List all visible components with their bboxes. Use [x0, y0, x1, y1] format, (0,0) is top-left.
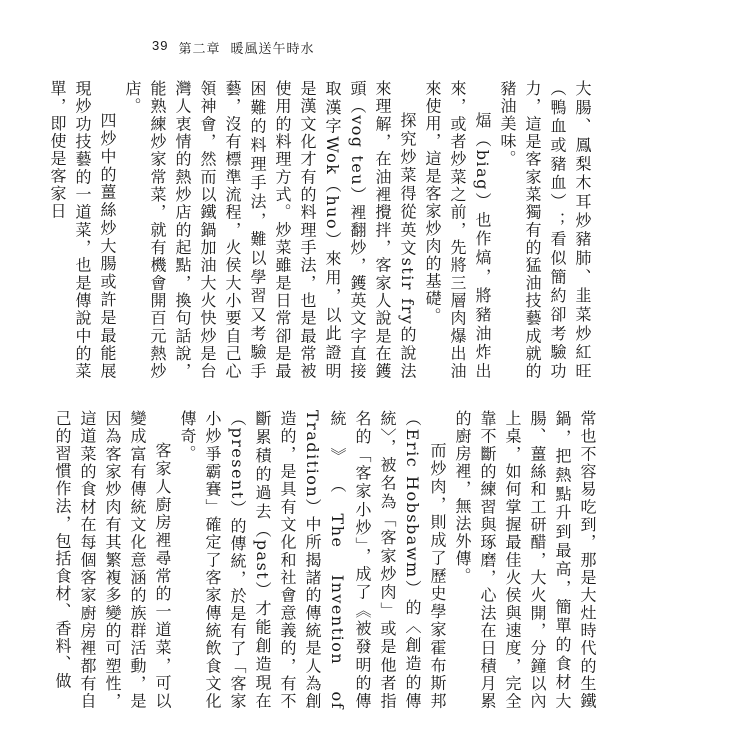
- paragraph: 大腸、鳳梨木耳炒豬肺、韭菜炒紅旺（鴨血或豬血）；看似簡約卻考驗功力，這是客家菜獨有的猛油技藝成就的豬油美味。: [498, 80, 592, 380]
- paragraph: 客家人廚房裡尋常的一道菜，可以變成富有傳統文化意涵的族群活動，是因為客家炒肉有其繁複多變的可塑性，這道菜的食材在每個客家廚房裡都有自己的習慣作法，包括食材、香料、做: [53, 410, 172, 710]
- paragraph: 四炒中的薑絲炒大腸或許是最能展現炒功技藝的一道菜，也是傳說中的菜單，即使是客家日: [48, 80, 117, 380]
- paragraph: 常也不容易吃到，那是大灶時代的生鐵鍋，把熱點升到最高，簡單的食材大腸、薑絲和工研醋，大火開，分鐘以內上桌，如何掌握最佳火侯與速度，完全靠不斷的練習與琢磨，心法在日積月累的廚房裡，無法外傳。: [453, 410, 597, 710]
- top-text-block: [48, 80, 595, 380]
- running-header: [152, 38, 315, 57]
- paragraph: 而炒肉，則成了歷史學家霍布斯邦（Eric Hobsbawm）的〈創造的傳統〉，被名為「客家炒肉」或是他者指名的「客家小炒」，成了《被發明的傳統》（The Invention of Tradition）中所揭諸的傳統是人為創造的，是具有文化和社會意義的，有不斷累積的過去（past）才能創造現在（present）的傳統，於是有了「客家小炒爭霸賽」確定了客家傳統飲食文化傳奇。: [178, 410, 447, 710]
- paragraph: 探究炒菜得從英文stir fry的說法來理解，在油裡攪拌，客家人說是在鑊頭（vog teu）裡翻炒，鑊英文字直接取漢字Wok（huo）來用，以此證明是漢文化才有的料理手法，也是最常被使用的料理方式。炒菜雖是日常卻是最困難的料理手法，難以學習又考驗手藝，沒有標準流程，火侯大小要自己心領神會，然而以鐵鍋加油大火快炒是台灣人衷情的熱炒店的起點，換句話說，能熟練炒家常菜，就有機會開百元熱炒店。: [123, 80, 417, 380]
- paragraph: 煏（biag）也作熇，將豬油炸出來，或者炒菜之前，先將三層肉爆出油來使用，這是客家炒肉的基礎。: [423, 80, 492, 380]
- bottom-text-block: [53, 410, 600, 710]
- page-number: 39: [152, 38, 169, 53]
- chapter-label: 第二章: [178, 42, 221, 57]
- chapter-title: 暖風送午時水: [230, 42, 315, 57]
